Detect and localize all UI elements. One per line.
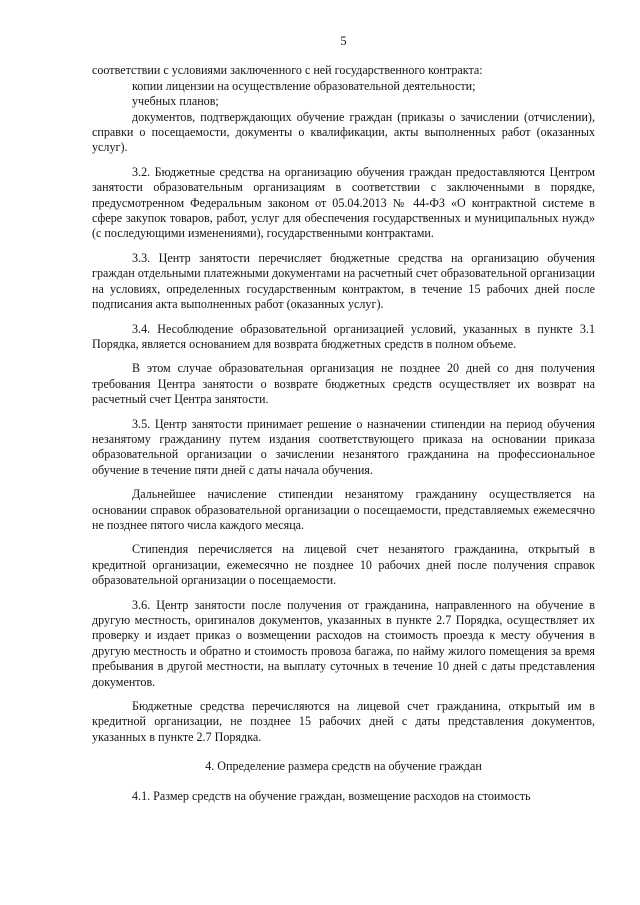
- paragraph: 3.2. Бюджетные средства на организацию обучения граждан предоставляются Центром занятости образовательным организациям в соответствии с заключенными в порядке, предусмотренном Федеральным законом от 05.04.2013 № 44-ФЗ «О контрактной системе в сфере закупок товаров, работ, услуг для обеспечения государственных и муниципальных нужд» (с последующими изменениями), государственными контрактами.: [92, 164, 595, 241]
- paragraph: Стипендия перечисляется на лицевой счет незанятого гражданина, открытый в кредитной организации, ежемесячно не позднее 10 рабочих дней после получения справок образовательной организации о посещаемости.: [92, 542, 595, 588]
- paragraph: 3.6. Центр занятости после получения от гражданина, направленного на обучение в другую местность, оригиналов документов, указанных в пункте 2.7 Порядка, осуществляет их проверку и издает приказ о возмещении расходов на стоимость проезда к месту обучения в другую местность и обратно и стоимость провоза багажа, по найму жилого помещения за время пребывания в другой местности, на выплату суточных в течение 10 дней с даты представления документов.: [92, 597, 595, 689]
- paragraph: соответствии с условиями заключенного с ней государственного контракта:: [92, 63, 483, 78]
- page-number: 5: [340, 34, 347, 48]
- paragraph: копии лицензии на осуществление образовательной деятельности;: [132, 78, 476, 93]
- paragraph: 3.3. Центр занятости перечисляет бюджетные средства на организацию обучения граждан отдельными платежными документами на расчетный счет образовательной организации на условиях, определенных государственным контрактом, в течение 15 рабочих дней после подписания акта выполненных работ (оказанных услуг).: [92, 250, 595, 312]
- paragraph: учебных планов;: [132, 94, 219, 109]
- paragraph: Бюджетные средства перечисляются на лицевой счет гражданина, открытый им в кредитной организации, не позднее 15 рабочих дней с даты представления документов, указанных в пункте 2.7 Порядка.: [92, 699, 595, 744]
- paragraph: документов, подтверждающих обучение граждан (приказы о зачислении (отчислении), справки о посещаемости, документы о квалификации, акты выполненных работ (оказанных услуг).: [92, 109, 595, 155]
- paragraph: 3.4. Несоблюдение образовательной организацией условий, указанных в пункте 3.1 Порядка, является основанием для возврата бюджетных средств в полном объеме.: [92, 321, 595, 351]
- paragraph: 3.5. Центр занятости принимает решение о назначении стипендии на период обучения незанятому гражданину путем издания соответствующего приказа на основании приказа образовательной организации о зачислении незанятого гражданина на профессиональное обучение в течение пяти дней с даты начала обучения.: [92, 416, 595, 477]
- paragraph: 4.1. Размер средств на обучение граждан, возмещение расходов на стоимость: [132, 788, 531, 803]
- section-heading: 4. Определение размера средств на обучение граждан: [205, 759, 482, 774]
- paragraph: Дальнейшее начисление стипендии незанятому гражданину осуществляется на основании справок образовательной организации о посещаемости, представляемых ежемесячно не позднее пятого числа каждого месяца.: [92, 487, 595, 532]
- paragraph: В этом случае образовательная организация не позднее 20 дней со дня получения требования Центра занятости о возврате бюджетных средств осуществляет их возврат на расчетный счет Центра занятости.: [92, 361, 595, 407]
